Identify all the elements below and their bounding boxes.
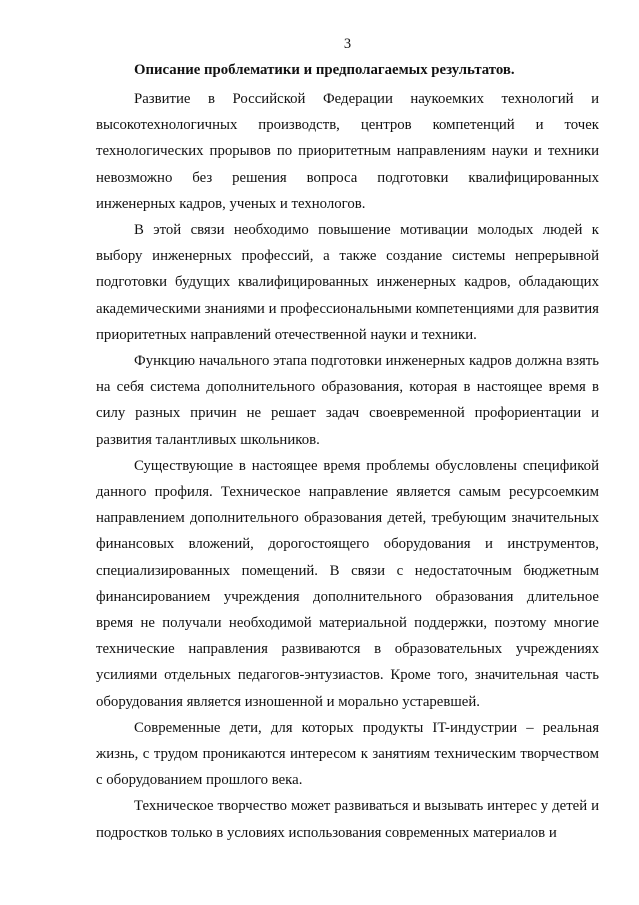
section-title: Описание проблематики и предполагаемых результатов. xyxy=(134,62,515,78)
document-page xyxy=(96,0,599,905)
paragraph-3: Функцию начального этапа подготовки инженерных кадров должна взять на себя система дополнительного образования, которая в настоящее время в силу разных причин не решает задач своевременной профориентации и развития талантливых школьников. xyxy=(96,353,599,448)
paragraph-2: В этой связи необходимо повышение мотивации молодых людей к выбору инженерных профессий, а также создание системы непрерывной подготовки будущих квалифицированных инженерных кадров, обладающих академическими знаниями и профессиональными компетенциями для развития приоритетных направлений отечественной науки и техники. xyxy=(96,222,599,343)
paragraph-6: Техническое творчество может развиваться и вызывать интерес у детей и подростков только в условиях использования современных материалов и xyxy=(96,798,599,841)
paragraph-1: Развитие в Российской Федерации наукоемких технологий и высокотехнологичных производств, центров компетенций и точек технологических прорывов по приоритетным направлениям науки и техники невозможно без решения вопроса подготовки квалифицированных инженерных кадров, ученых и технологов. xyxy=(96,91,599,212)
paragraph-5: Современные дети, для которых продукты IT-индустрии – реальная жизнь, с трудом проникаются интересом к занятиям техническим творчеством с оборудованием прошлого века. xyxy=(96,719,599,789)
page-number: 3 xyxy=(343,36,352,52)
body-text xyxy=(96,86,599,846)
paragraph-4: Существующие в настоящее время проблемы обусловлены спецификой данного профиля. Техническое направление является самым ресурсоемким направлением дополнительного образования детей, требующим значительных финансовых вложений, дорогостоящего оборудования и инструментов, специализированных помещений. В связи с недостаточным бюджетным финансированием учреждения дополнительного образования длительное время не получали необходимой материальной поддержки, поэтому многие технические направления развиваются в образовательных учреждениях усилиями отдельных педагогов-энтузиастов. Кроме того, значительная часть оборудования является изношенной и морально устаревшей. xyxy=(96,457,599,710)
